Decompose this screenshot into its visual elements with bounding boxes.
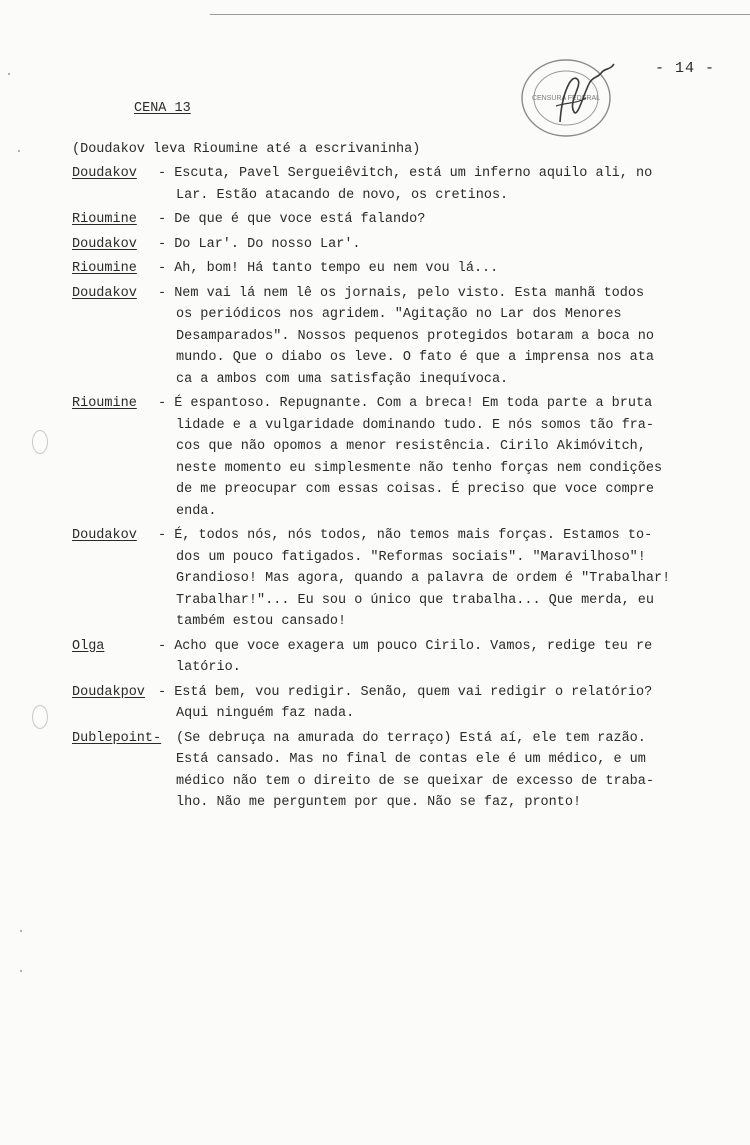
speaker-name: Doudakov [72, 285, 137, 301]
dialogue-line: enda. [176, 503, 217, 519]
dialogue-entry [72, 636, 732, 679]
dialogue-line: neste momento eu simplesmente não tenho forças nem condições [176, 460, 663, 476]
dialogue-line: - Nem vai lá nem lê os jornais, pelo visto. Esta manhã todos [158, 285, 645, 301]
dialogue-entry [72, 209, 732, 231]
dialogue-line: - Está bem, vou redigir. Senão, quem vai redigir o relatório? [158, 684, 653, 700]
speaker-name: Doudakov [72, 166, 137, 181]
dialogue-line: latório. [176, 660, 241, 675]
dialogue-line: - Do Lar'. Do nosso Lar'. [158, 236, 361, 252]
binder-hole [32, 705, 48, 729]
dialogue-line: - Ah, bom! Há tanto tempo eu nem vou lá... [158, 261, 499, 276]
dialogue-line: Trabalhar!"... Eu sou o único que trabalha... Que merda, eu [176, 592, 654, 608]
speaker-name: Doudakov [72, 528, 137, 543]
binder-hole [32, 430, 48, 454]
stage-direction: (Doudakov leva Rioumine até a escrivaninha) [72, 142, 421, 157]
dialogue-entry [72, 234, 732, 256]
speaker-name: Doudakpov [72, 684, 145, 700]
dialogue-entry [72, 163, 732, 206]
dialogue-line: médico não tem o direito de se queixar de excesso de traba- [176, 773, 654, 789]
dialogue-entry [72, 728, 732, 814]
margin-speck [20, 930, 22, 932]
speaker-name: Dublepoint- [72, 730, 162, 746]
dialogue-line: Desamparados". Nossos pequenos protegidos botaram a boca no [176, 328, 654, 344]
margin-speck [8, 73, 10, 75]
speaker-name: Rioumine [72, 212, 137, 227]
margin-speck [18, 150, 20, 152]
speaker-name: Rioumine [72, 396, 137, 411]
top-rule [210, 14, 750, 15]
dialogue-line: - De que é que voce está falando? [158, 212, 426, 227]
dialogue-line: - É espantoso. Repugnante. Com a breca! Em toda parte a bruta [158, 396, 653, 411]
margin-speck [20, 970, 22, 972]
dialogue-line: lidade e a vulgaridade dominando tudo. E nós somos tão fra- [176, 417, 654, 433]
dialogue-line: mundo. Que o diabo os leve. O fato é que a imprensa nos ata [176, 350, 654, 365]
dialogue-line: (Se debruça na amurada do terraço) Está aí, ele tem razão. [176, 730, 646, 746]
scene-title: CENA 13 [134, 101, 191, 116]
speaker-name: Doudakov [72, 236, 137, 252]
seal-text: CENSURA FEDERAL [531, 95, 601, 102]
dialogue-line: dos um pouco fatigados. "Reformas sociais". "Maravilhoso"! [176, 549, 646, 565]
dialogue-line: de me preocupar com essas coisas. É preciso que voce compre [176, 482, 654, 497]
dialogue-line: Grandioso! Mas agora, quando a palavra de ordem é "Trabalhar! [176, 571, 671, 586]
dialogue-line: Aqui ninguém faz nada. [176, 706, 355, 721]
speaker-name: Rioumine [72, 261, 137, 276]
dialogue-line: Está cansado. Mas no final de contas ele é um médico, e um [176, 752, 646, 767]
speaker-name: Olga [72, 638, 105, 654]
dialogue-entry [72, 682, 732, 725]
dialogue-entry [72, 525, 732, 633]
censorship-seal [516, 52, 618, 144]
dialogue-line: também estou cansado! [176, 614, 347, 629]
dialogue-line: - Escuta, Pavel Sergueiêvitch, está um inferno aquilo ali, no [158, 166, 653, 181]
script-body [72, 163, 732, 814]
dialogue-line: ca a ambos com uma satisfação inequívoca. [176, 371, 509, 387]
dialogue-line: Lar. Estão atacando de novo, os cretinos. [176, 187, 509, 203]
dialogue-line: cos que não opomos a menor resistência. Cirilo Akimóvitch, [176, 439, 646, 454]
dialogue-line: - Acho que voce exagera um pouco Cirilo. Vamos, redige teu re [158, 638, 653, 654]
dialogue-entry [72, 283, 732, 391]
dialogue-line: os periódicos nos agridem. "Agitação no Lar dos Menores [176, 307, 622, 322]
dialogue-line: lho. Não me perguntem por que. Não se faz, pronto! [176, 795, 582, 810]
dialogue-entry [72, 258, 732, 280]
dialogue-entry [72, 393, 732, 522]
dialogue-line: - É, todos nós, nós todos, não temos mais forças. Estamos to- [158, 528, 653, 543]
page-number: - 14 - [655, 60, 716, 77]
